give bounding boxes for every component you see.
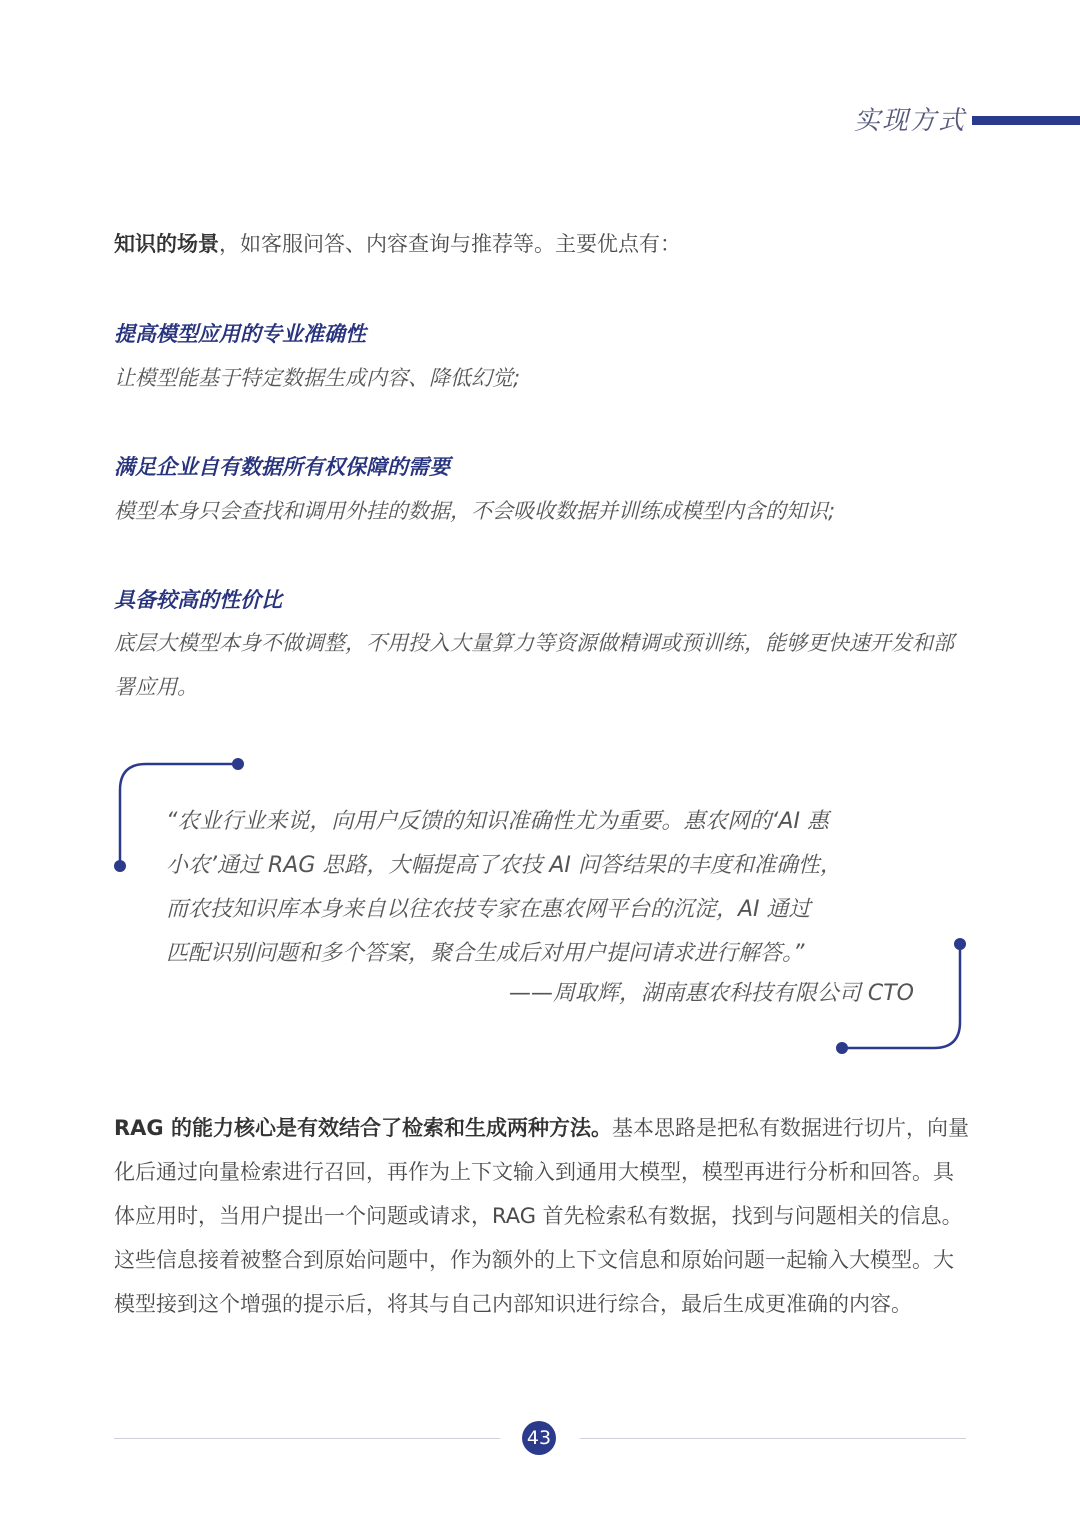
footer-divider-left <box>114 1438 500 1439</box>
section-body-3: 底层大模型本身不做调整，不用投入大量算力等资源做精调或预训练，能够更快速开发和部署应用。 <box>114 631 954 699</box>
quote-line-2: 小农’通过 RAG 思路，大幅提高了农技 AI 问答结果的丰度和准确性， <box>166 853 842 878</box>
quote-dot-left <box>114 860 126 872</box>
intro-bold: 知识的场景 <box>114 232 219 256</box>
section-title-1: 提高模型应用的专业准确性 <box>114 322 366 346</box>
paragraph-bold: RAG 的能力核心是有效结合了检索和生成两种方法。 <box>114 1116 612 1140</box>
quote-dot-bottom <box>836 1042 848 1054</box>
paragraph-rest: 基本思路是把私有数据进行切片，向量化后通过向量检索进行召回，再作为上下文输入到通用大模型，模型再进行分析和回答。具体应用时，当用户提出一个问题或请求，RAG 首先检索私有数据，找到与问题相关的信息。这些信息接着被整合到原始问题中，作为额外的上下文信息和原始问题一起输入大模型。大模型接到这个增强的提示后，将其与自己内部知识进行综合，最后生成更准确的内容。 <box>114 1116 969 1316</box>
main-paragraph <box>114 1106 970 1326</box>
section-body-2: 模型本身只会查找和调用外挂的数据，不会吸收数据并训练成模型内含的知识; <box>114 499 836 523</box>
quote-text <box>166 800 926 976</box>
intro-rest: ，如客服问答、内容查询与推荐等。主要优点有： <box>219 232 681 256</box>
quote-line-3: 而农技知识库本身来自以往农技专家在惠农网平台的沉淀，AI 通过 <box>166 897 811 922</box>
section-title-2: 满足企业自有数据所有权保障的需要 <box>114 455 450 479</box>
quote-dot-top <box>232 758 244 770</box>
page-number-badge: 43 <box>522 1421 556 1455</box>
quote-attribution: ——周取辉，湖南惠农科技有限公司 CTO <box>508 981 914 1006</box>
quote-dot-right <box>954 938 966 950</box>
section-body-1: 让模型能基于特定数据生成内容、降低幻觉; <box>114 366 521 390</box>
quote-line-4: 匹配识别问题和多个答案，聚合生成后对用户提问请求进行解答。” <box>166 941 805 966</box>
quote-line-1: “农业行业来说，向用户反馈的知识准确性尤为重要。惠农网的‘AI 惠 <box>166 809 829 834</box>
section-title-3: 具备较高的性价比 <box>114 588 282 612</box>
header-title: 实现方式 <box>853 106 966 136</box>
footer-divider-right <box>580 1438 966 1439</box>
